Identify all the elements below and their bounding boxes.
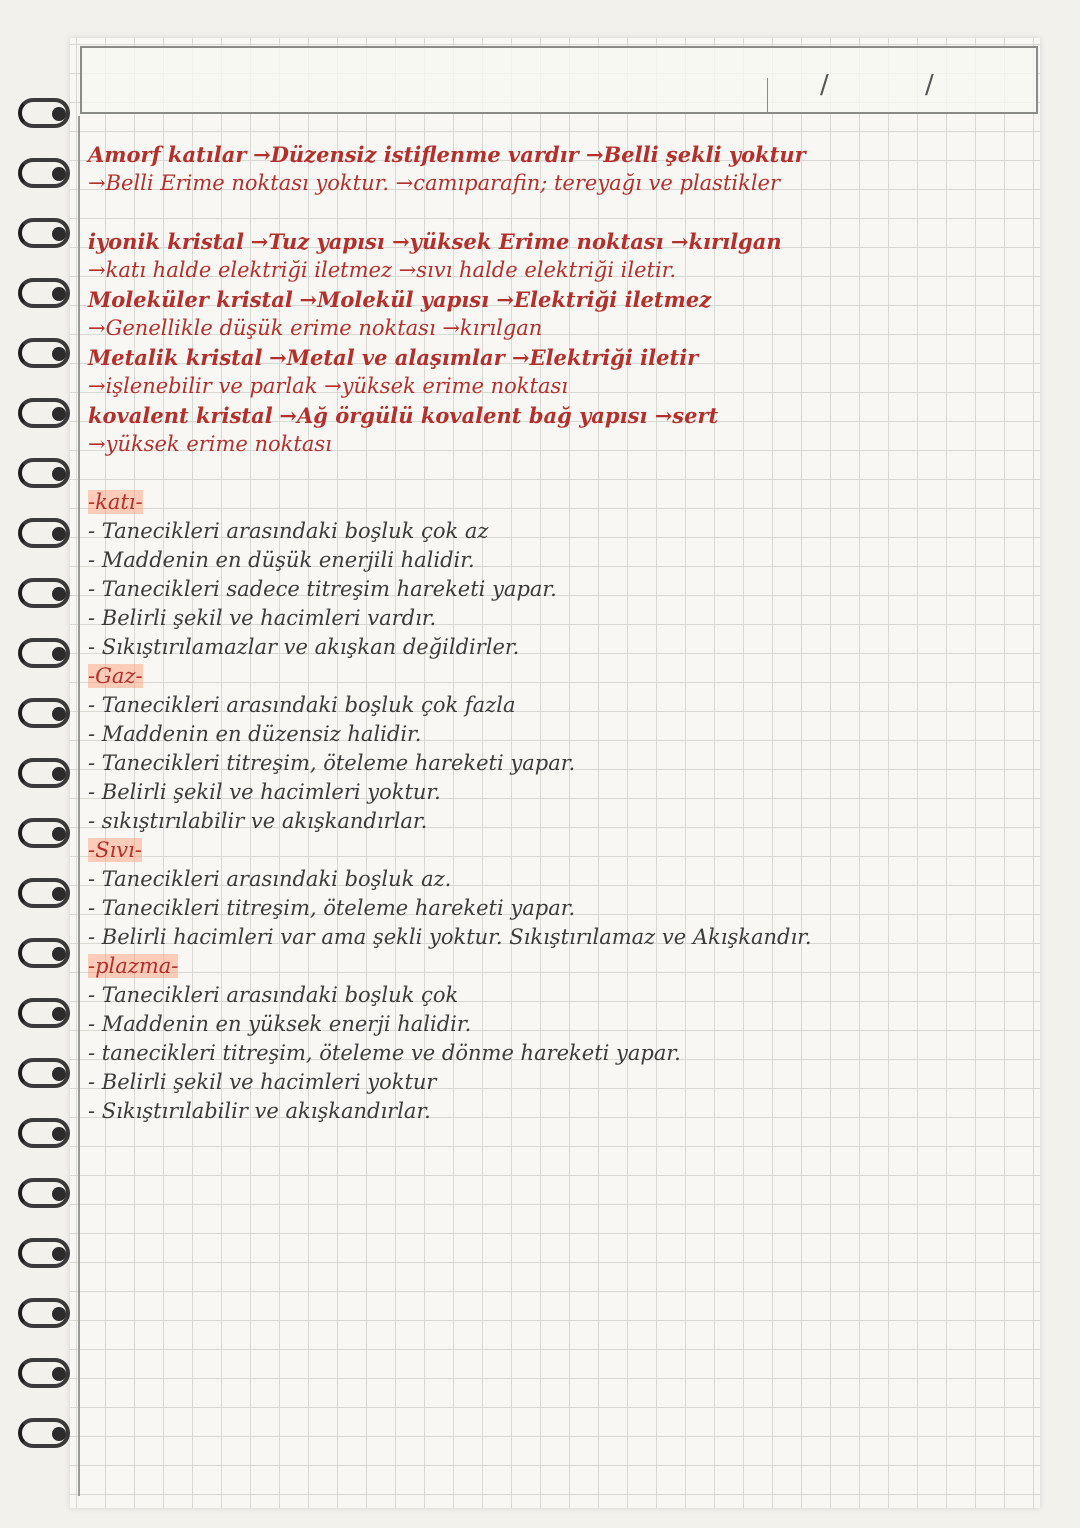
handwritten-notes — [88, 140, 1028, 1126]
note-text: →katı halde elektriği iletmez →sıvı halde elektriği iletir. — [88, 258, 677, 282]
note-line — [88, 575, 1028, 604]
section-heading — [88, 488, 1028, 517]
section-title: -Sıvı- — [88, 838, 142, 862]
note-line — [88, 517, 1028, 546]
note-line — [88, 372, 1028, 401]
binding-ring — [18, 1238, 70, 1268]
note-text: →Düzensiz istiflenme vardır →Belli şekli yoktur — [253, 142, 806, 167]
binding-ring — [18, 758, 70, 788]
binding-ring — [18, 98, 70, 128]
note-line — [88, 314, 1028, 343]
note-text: - Belirli şekil ve hacimleri yoktur — [88, 1070, 437, 1094]
binding-ring — [18, 578, 70, 608]
note-text: →Genellikle düşük erime noktası →kırılgan — [88, 316, 543, 340]
section-heading — [88, 836, 1028, 865]
note-line — [88, 285, 1028, 314]
binding-ring — [18, 1118, 70, 1148]
note-line — [88, 604, 1028, 633]
binding-ring — [18, 278, 70, 308]
note-text: - sıkıştırılabilir ve akışkandırlar. — [88, 809, 428, 833]
note-text: - Tanecikleri arasındaki boşluk çok fazla — [88, 693, 516, 717]
binding-ring — [18, 998, 70, 1028]
note-line — [88, 894, 1028, 923]
note-line — [88, 1097, 1028, 1126]
note-text: →işlenebilir ve parlak →yüksek erime noktası — [88, 374, 568, 398]
binding-ring — [18, 878, 70, 908]
note-text: - Tanecikleri arasındaki boşluk çok az — [88, 519, 489, 543]
binding-ring — [18, 518, 70, 548]
note-text: - Tanecikleri sadece titreşim hareketi yapar. — [88, 577, 557, 601]
blank-line — [88, 459, 1028, 488]
section-heading — [88, 662, 1028, 691]
binding-ring — [18, 1418, 70, 1448]
note-text: →Belli Erime noktası yoktur. →camıparafin; tereyağı ve plastikler — [88, 171, 781, 195]
note-line — [88, 256, 1028, 285]
note-line — [88, 1039, 1028, 1068]
binding-ring — [18, 638, 70, 668]
note-line — [88, 865, 1028, 894]
term-label: Metalik kristal — [88, 345, 263, 370]
note-line — [88, 140, 1028, 169]
note-text: - Belirli şekil ve hacimleri vardır. — [88, 606, 437, 630]
note-line — [88, 1068, 1028, 1097]
note-text: - tanecikleri titreşim, öteleme ve dönme hareketi yapar. — [88, 1041, 681, 1065]
note-text: - Belirli hacimleri var ama şekli yoktur. Sıkıştırılamaz ve Akışkandır. — [88, 925, 812, 949]
note-line — [88, 981, 1028, 1010]
note-line — [88, 923, 1028, 952]
section-title: -Gaz- — [88, 664, 143, 688]
binding-ring — [18, 1178, 70, 1208]
note-text: - Sıkıştırılabilir ve akışkandırlar. — [88, 1099, 431, 1123]
binding-ring — [18, 1298, 70, 1328]
binding-ring — [18, 218, 70, 248]
note-text: - Tanecikleri arasındaki boşluk çok — [88, 983, 459, 1007]
term-label: Amorf katılar — [88, 142, 247, 167]
section-heading — [88, 952, 1028, 981]
note-line — [88, 343, 1028, 372]
term-label: iyonik kristal — [88, 229, 244, 254]
section-title: -plazma- — [88, 954, 179, 978]
note-line — [88, 430, 1028, 459]
note-line — [88, 1010, 1028, 1039]
note-text: →Tuz yapısı →yüksek Erime noktası →kırılgan — [250, 229, 782, 254]
binding-ring — [18, 938, 70, 968]
note-line — [88, 807, 1028, 836]
section-title: -katı- — [88, 490, 143, 514]
note-line — [88, 691, 1028, 720]
binding-ring — [18, 698, 70, 728]
blank-line — [88, 198, 1028, 227]
note-text: - Belirli şekil ve hacimleri yoktur. — [88, 780, 441, 804]
binding-ring — [18, 338, 70, 368]
note-line — [88, 546, 1028, 575]
note-text: →Metal ve alaşımlar →Elektriği iletir — [269, 345, 699, 370]
note-text: - Maddenin en düzensiz halidir. — [88, 722, 422, 746]
note-text: - Maddenin en düşük enerjili halidir. — [88, 548, 475, 572]
note-text: →Ağ örgülü kovalent bağ yapısı →sert — [279, 403, 719, 428]
binding-ring — [18, 1358, 70, 1388]
note-text: - Tanecikleri titreşim, öteleme hareketi yapar. — [88, 896, 576, 920]
header-divider — [767, 78, 768, 114]
note-text: - Tanecikleri titreşim, öteleme hareketi yapar. — [88, 751, 576, 775]
note-text: - Sıkıştırılamazlar ve akışkan değildirler. — [88, 635, 520, 659]
binding-ring — [18, 158, 70, 188]
note-line — [88, 633, 1028, 662]
note-line — [88, 778, 1028, 807]
note-line — [88, 401, 1028, 430]
binding-ring — [18, 1058, 70, 1088]
spiral-binding — [0, 0, 70, 1528]
date-field: / / — [820, 70, 978, 100]
note-line — [88, 749, 1028, 778]
note-text: →Molekül yapısı →Elektriği iletmez — [299, 287, 712, 312]
note-line — [88, 169, 1028, 198]
note-text: - Tanecikleri arasındaki boşluk az. — [88, 867, 452, 891]
binding-ring — [18, 398, 70, 428]
note-line — [88, 720, 1028, 749]
margin-line — [78, 116, 80, 1496]
term-label: kovalent kristal — [88, 403, 273, 428]
note-line — [88, 227, 1028, 256]
note-text: - Maddenin en yüksek enerji halidir. — [88, 1012, 472, 1036]
term-label: Moleküler kristal — [88, 287, 293, 312]
binding-ring — [18, 818, 70, 848]
note-text: →yüksek erime noktası — [88, 432, 332, 456]
binding-ring — [18, 458, 70, 488]
